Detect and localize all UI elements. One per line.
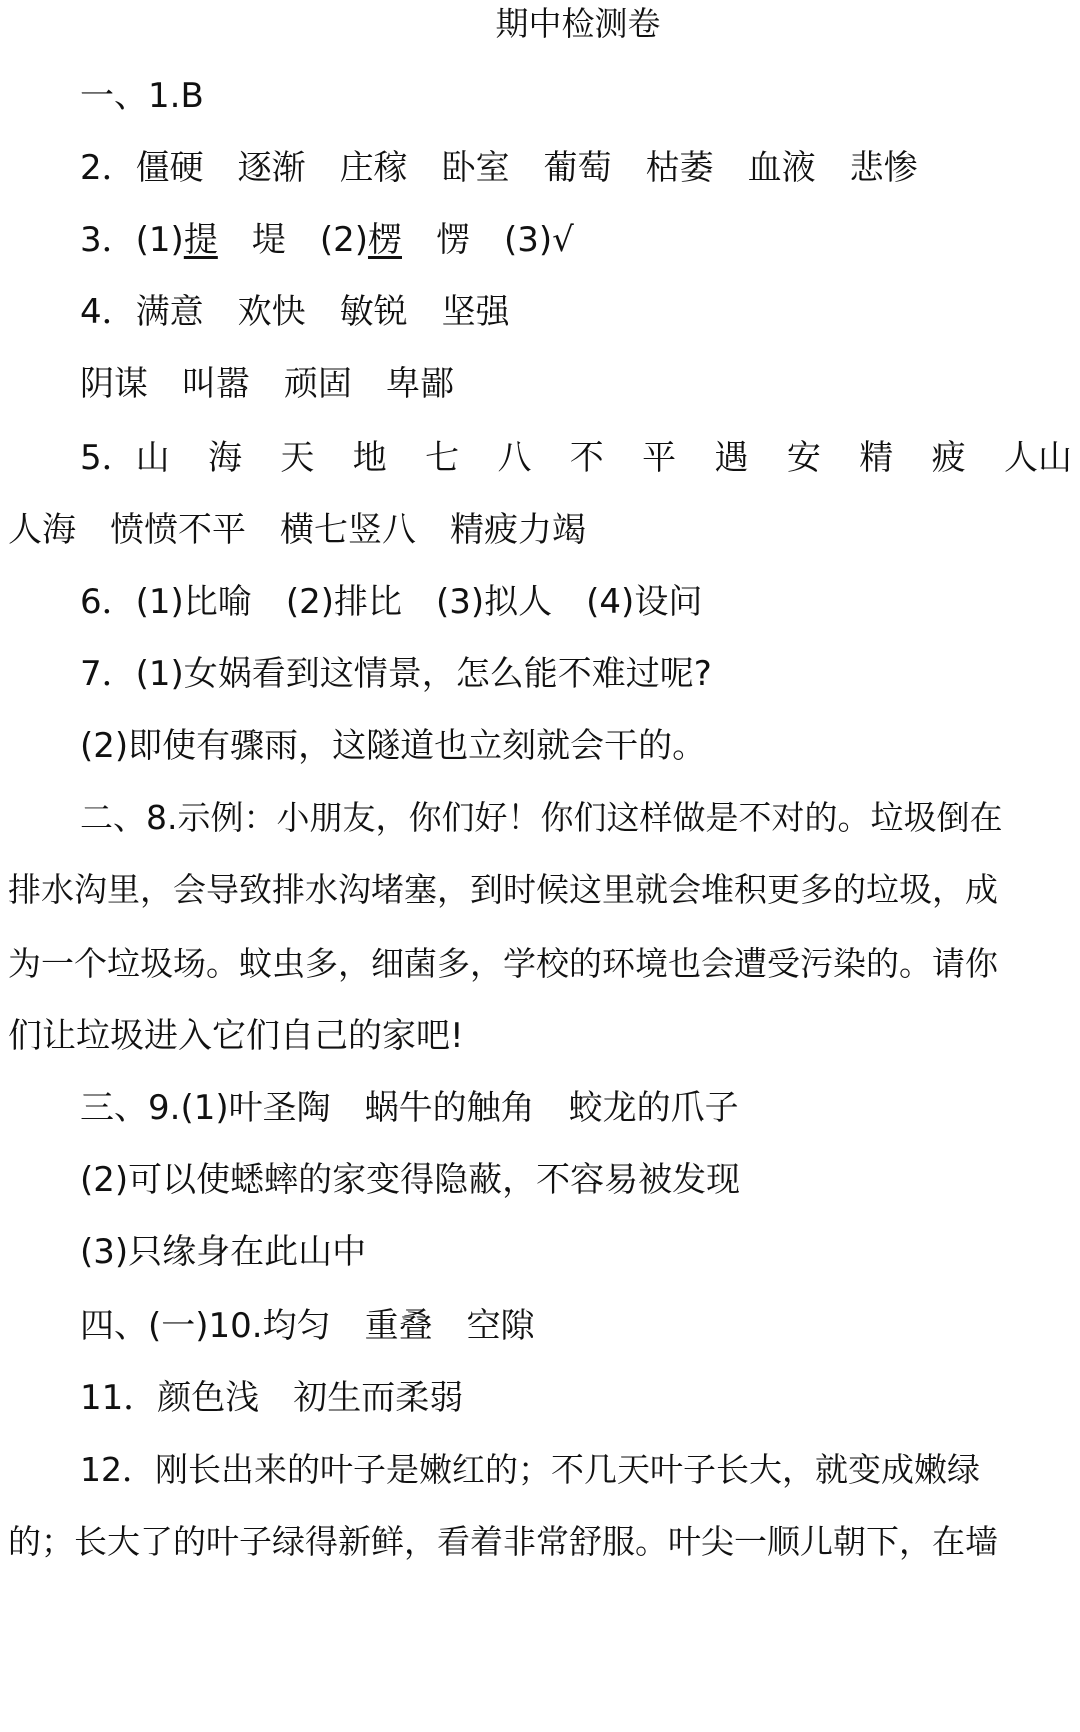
answer-q11 — [80, 1374, 463, 1422]
q6-item: (4)设问 — [586, 582, 703, 622]
q2-word: 悲惨 — [849, 148, 918, 188]
answer-q8-line2: 排水沟里，会导致排水沟堵塞，到时候这里就会堆积更多的垃圾，成 — [8, 870, 998, 909]
answer-q4-row2 — [80, 360, 454, 408]
answer-q4-row1 — [80, 288, 510, 336]
answer-q12-line2: 的；长大了的叶子绿得新鲜，看着非常舒服。叶尖一顺儿朝下，在墙 — [8, 1522, 998, 1561]
q5-char: 遇 — [714, 438, 749, 478]
q5-char: 不 — [569, 438, 604, 478]
answer-q8-line4: 们让垃圾进入它们自己的家吧! — [8, 1016, 464, 1056]
q2-word: 枯萎 — [645, 148, 714, 188]
page-title: 期中检测卷 — [495, 4, 661, 43]
q10-item: 均匀 — [262, 1306, 331, 1346]
q5-prefix-char — [80, 434, 170, 482]
answer-q9-line2: (2)可以使蟋蟀的家变得隐蔽，不容易被发现 — [80, 1160, 741, 1200]
q11-prefix: 11． — [80, 1378, 158, 1418]
q2-prefix: 2． — [80, 148, 136, 188]
answer-q2 — [80, 144, 918, 192]
q6-item: (3)拟人 — [435, 582, 553, 622]
answer-q9-line3: (3)只缘身在此山中 — [80, 1232, 367, 1272]
answer-q8-line1: 二、8.示例：小朋友，你们好！你们这样做是不对的。垃圾倒在 — [80, 798, 1003, 837]
q2-word: 庄稼 — [339, 148, 408, 188]
q3-part2-label: (2) — [319, 220, 368, 260]
q9-item: 蜗牛的触角 — [364, 1088, 535, 1128]
q5-idiom: 横七竖八 — [280, 510, 416, 550]
q4-word: 阴谋 — [80, 364, 148, 404]
q6-prefix: 6． — [80, 582, 136, 622]
q2-word: 逐渐 — [237, 148, 306, 188]
answer-q5-chars — [80, 434, 1072, 482]
q5-char: 地 — [352, 438, 387, 478]
q5-char: 平 — [642, 438, 677, 478]
q2-word: 僵硬 — [135, 148, 204, 188]
q5-prefix: 5． — [80, 438, 136, 478]
q4-word: 卑鄙 — [386, 364, 454, 404]
q6-item: (2)排比 — [285, 582, 402, 622]
answer-q3 — [80, 216, 574, 264]
q3-part2-correct: 楞 — [367, 220, 402, 260]
q5-idiom: 愤愤不平 — [110, 510, 246, 550]
q3-prefix: 3． — [80, 220, 136, 260]
q3-part1-correct: 提 — [183, 220, 218, 260]
answer-q7-line2: (2)即使有骤雨，这隧道也立刻就会干的。 — [80, 726, 707, 766]
answer-q10 — [80, 1302, 535, 1350]
q4-word: 坚强 — [441, 292, 510, 332]
q10-item: 重叠 — [364, 1306, 433, 1346]
answer-q5-idioms — [8, 506, 586, 554]
q5-char: 天 — [280, 438, 315, 478]
q4-word: 敏锐 — [339, 292, 408, 332]
q3-part2-other: 愣 — [435, 220, 470, 260]
q6-item: (1)比喻 — [135, 582, 252, 622]
answer-q1: 一、1.B — [80, 76, 204, 116]
answer-q12-line1: 12．刚长出来的叶子是嫩红的；不几天叶子长大，就变成嫩绿 — [80, 1450, 980, 1489]
q5-char: 疲 — [931, 438, 966, 478]
q5-char: 山 — [135, 438, 170, 478]
answer-q9-line1 — [80, 1084, 739, 1132]
q3-part1-other: 堤 — [251, 220, 286, 260]
q11-item: 颜色浅 — [157, 1378, 260, 1418]
q5-idiom-start: 人山 — [1003, 438, 1072, 478]
q9-item: 蛟龙的爪子 — [568, 1088, 739, 1128]
q5-char: 七 — [425, 438, 460, 478]
q5-idiom-end: 人海 — [8, 510, 76, 550]
q9-item: 叶圣陶 — [228, 1088, 331, 1128]
answer-q8-line3: 为一个垃圾场。蚊虫多，细菌多，学校的环境也会遭受污染的。请你 — [8, 944, 998, 983]
q2-word: 葡萄 — [543, 148, 612, 188]
q3-part1-label: (1) — [135, 220, 184, 260]
answer-q7-line1: 7．(1)女娲看到这情景，怎么能不难过呢? — [80, 654, 712, 694]
q5-char: 安 — [786, 438, 821, 478]
q2-word: 卧室 — [441, 148, 510, 188]
q5-char: 精 — [859, 438, 894, 478]
q5-idiom: 精疲力竭 — [450, 510, 586, 550]
q4-word: 顽固 — [284, 364, 352, 404]
q10-prefix: 四、(一)10. — [80, 1306, 263, 1346]
q4-word: 欢快 — [237, 292, 306, 332]
q4-prefix: 4． — [80, 292, 136, 332]
answer-q6 — [80, 578, 702, 626]
q3-part3: (3)√ — [503, 220, 574, 260]
q11-item: 初生而柔弱 — [293, 1378, 464, 1418]
q5-char: 海 — [208, 438, 242, 478]
q4-word: 叫嚣 — [182, 364, 250, 404]
q9-prefix: 三、9.(1) — [80, 1088, 229, 1128]
q2-word: 血液 — [747, 148, 816, 188]
q10-item: 空隙 — [466, 1306, 535, 1346]
q4-word: 满意 — [135, 292, 204, 332]
q5-char: 八 — [497, 438, 532, 478]
